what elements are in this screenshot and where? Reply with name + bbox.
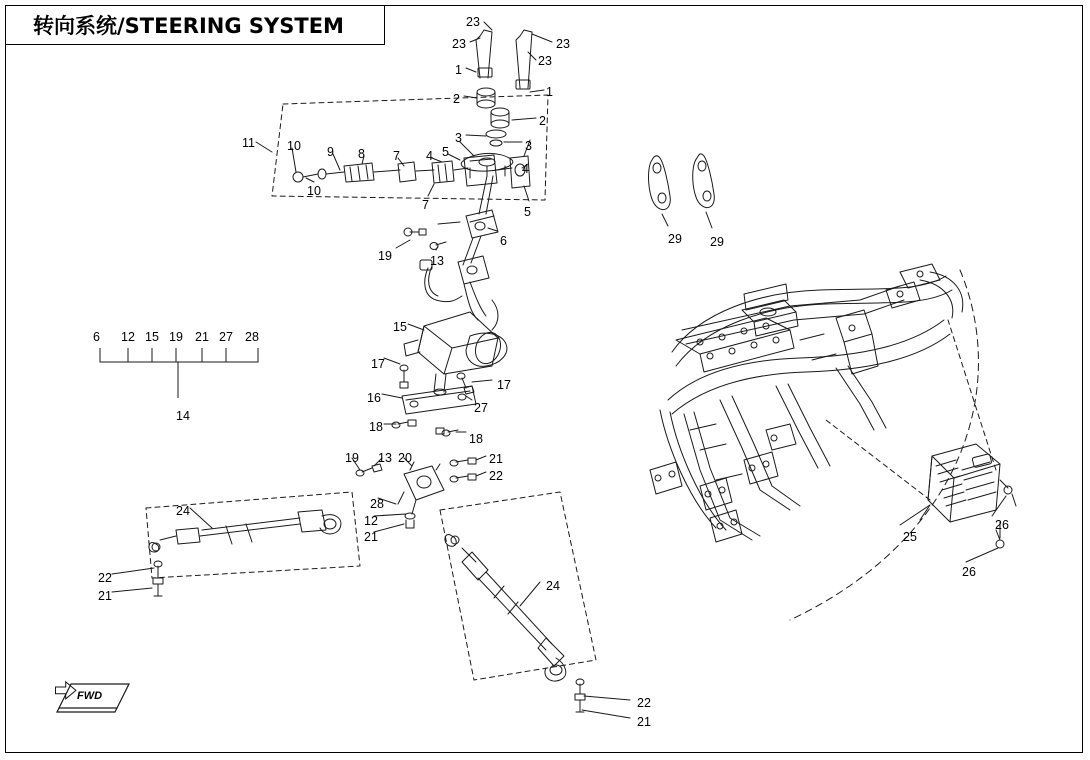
- callout-number: 1: [455, 63, 462, 77]
- callout-number: 1: [546, 85, 553, 99]
- callout-number: 21: [364, 530, 378, 544]
- callout-number: 3: [455, 131, 462, 145]
- callout-number: 9: [327, 145, 334, 159]
- callout-number: 26: [962, 565, 976, 579]
- callout-number: 24: [546, 579, 560, 593]
- callout-number: 20: [398, 451, 412, 465]
- kit-item-number: 19: [169, 330, 183, 344]
- callout-number: 5: [524, 205, 531, 219]
- callout-number: 11: [242, 136, 255, 150]
- kit-item-number: 6: [93, 330, 100, 344]
- fwd-direction-indicator: [55, 678, 135, 714]
- callout-number: 2: [539, 114, 546, 128]
- callout-number: 2: [453, 92, 460, 106]
- page-title: 转向系统/STEERING SYSTEM: [33, 13, 344, 38]
- callout-number: 6: [500, 234, 507, 248]
- callout-number: 27: [474, 401, 488, 415]
- callout-number: 4: [426, 149, 433, 163]
- fwd-label: FWD: [77, 690, 103, 702]
- kit-item-number: 12: [121, 330, 135, 344]
- callout-number: 10: [307, 184, 321, 198]
- callout-number: 24: [176, 504, 190, 518]
- callout-number: 18: [369, 420, 383, 434]
- callout-number: 17: [497, 378, 511, 392]
- callout-number: 3: [525, 139, 532, 153]
- kit-item-number: 15: [145, 330, 159, 344]
- kit-item-number: 28: [245, 330, 259, 344]
- callout-number: 16: [367, 391, 381, 405]
- title-block: [5, 5, 385, 45]
- kit-item-number: 21: [195, 330, 209, 344]
- callout-number: 28: [370, 497, 384, 511]
- callout-number: 5: [442, 145, 449, 159]
- callout-number: 18: [469, 432, 483, 446]
- callout-number: 7: [393, 149, 400, 163]
- callout-number: 25: [903, 530, 917, 544]
- callout-number: 7: [422, 198, 429, 212]
- callout-number: 8: [358, 147, 365, 161]
- callout-number: 22: [98, 571, 112, 585]
- callout-number: 23: [466, 15, 480, 29]
- kit-group-number: 14: [176, 409, 190, 423]
- callout-number: 19: [345, 451, 359, 465]
- callout-number: 21: [637, 715, 651, 729]
- callout-number: 29: [710, 235, 724, 249]
- callout-number: 23: [538, 54, 552, 68]
- callout-number: 23: [452, 37, 466, 51]
- callout-number: 29: [668, 232, 682, 246]
- kit-item-number: 27: [219, 330, 233, 344]
- callout-number: 22: [637, 696, 651, 710]
- callout-number: 17: [371, 357, 385, 371]
- callout-number: 13: [378, 451, 392, 465]
- callout-number: 15: [393, 320, 407, 334]
- callout-number: 12: [364, 514, 378, 528]
- callout-number: 21: [98, 589, 112, 603]
- callout-number: 4: [522, 162, 529, 176]
- callout-number: 10: [287, 139, 301, 153]
- callout-number: 23: [556, 37, 570, 51]
- callout-number: 26: [995, 518, 1009, 532]
- callout-number: 22: [489, 469, 503, 483]
- callout-number: 21: [489, 452, 503, 466]
- callout-number: 13: [430, 254, 444, 268]
- callout-number: 19: [378, 249, 392, 263]
